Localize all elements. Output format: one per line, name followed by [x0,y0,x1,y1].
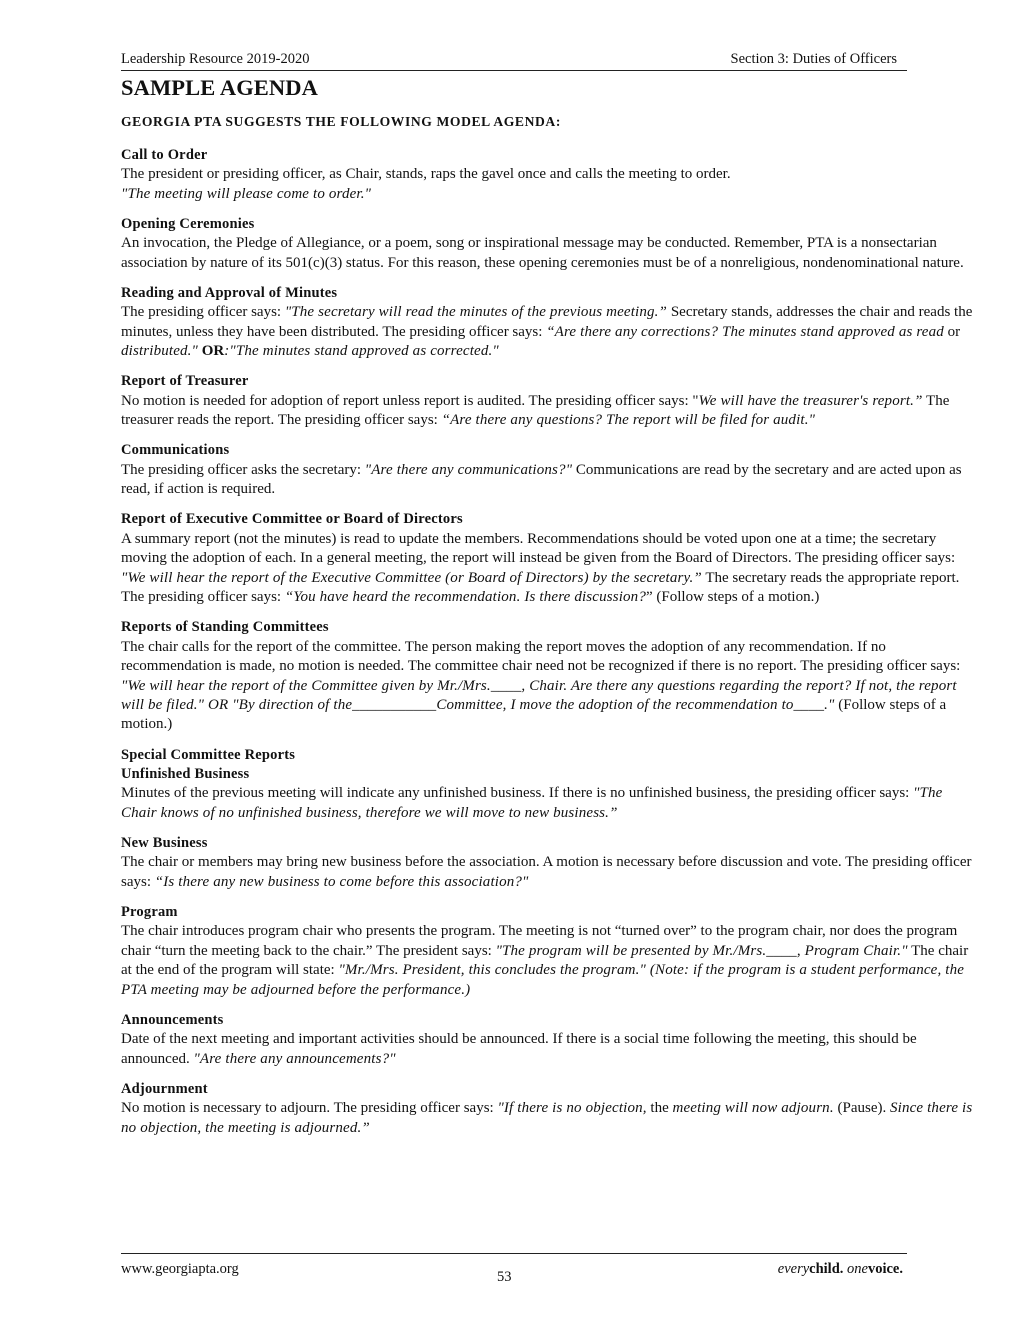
section-treasurer [121,372,981,430]
section-heading: Adjournment [121,1080,208,1097]
section-communications [121,441,981,499]
section-heading: Report of Executive Committee or Board of Directors [121,511,463,528]
section-unfinished-business [121,765,981,823]
section-standing-committees [121,618,981,734]
footer-slogan: everychild. onevoice. [777,1261,903,1277]
page-footer [121,1253,907,1294]
section-heading: Reading and Approval of Minutes [121,285,338,302]
page-header [121,50,907,71]
page-number: 53 [497,1269,512,1285]
section-text: No motion is needed for adoption of report unless report is audited. The presiding officer says: "We will have the treasurer's report.” The treasurer reads the report. The presiding officer says: “Are there any questions? The report will be filed for audit." [121,392,950,429]
header-left-text: Leadership Resource 2019-2020 [121,51,310,67]
section-heading: Reports of Standing Committees [121,619,329,636]
section-executive-committee [121,510,981,607]
page-title: SAMPLE AGENDA [121,75,318,100]
section-quote: "The meeting will please come to order." [121,185,372,202]
section-heading: Special Committee Reports [121,746,296,763]
section-program [121,903,981,1000]
section-text: The chair introduces program chair who presents the program. The meeting is not “turned over” to the program chair, nor does the program chair “turn the meeting back to the chair.” The president says: "The program will be presented by Mr./Mrs.____, Program Chair." The chair at the end of the program will state: "Mr./Mrs. President, this concludes the program." (Note: if the program is a student performance, the PTA meeting may be adjourned before the performance.) [121,923,969,998]
section-minutes [121,284,981,362]
section-heading: Communications [121,442,230,459]
page-content [121,74,981,1149]
section-heading: Program [121,903,178,920]
section-text: A summary report (not the minutes) is read to update the members. Recommendations should be voted upon one at a time; the secretary moving the adoption of each. In a general meeting, the report will instead be given from the Board of Directors. The presiding officer says: "We will hear the report of the Executive Committee (or Board of Directors) by the secretary.” The secretary reads the appropriate report. The presiding officer says: “You have heard the recommendation. Is there discussion?” (Follow steps of a motion.) [121,530,960,606]
section-text: The president or presiding officer, as Chair, stands, raps the gavel once and calls the meeting to order. "The meeting will please come to order." [121,166,731,202]
section-text: Date of the next meeting and important activities should be announced. If there is a social time following the meeting, this should be announced. "Are there any announcements?" [121,1031,917,1067]
section-text: The chair or members may bring new business before the association. A motion is necessary before discussion and vote. The presiding officer says: “Is there any new business to come before this association?" [121,854,972,890]
section-opening-ceremonies [121,215,981,273]
section-text: The chair calls for the report of the committee. The person making the report moves the adoption of any recommendation. If no recommendation is made, no motion is needed. The committee chair need not be recognized if there is no report. The presiding officer says: "We will hear the report of the Committee given by Mr./Mrs.____, Chair. Are there any questions regarding the report? If not, the report will be filed." OR "By direction of the___________Committee, I move the adoption of the recommendation to____." (Follow steps of a motion.) [121,638,961,733]
section-text: An invocation, the Pledge of Allegiance, or a poem, song or inspirational message may be conducted. Remember, PTA is a nonsectarian association by nature of its 501(c)(3) status. For this reason, these opening ceremonies must be of a nonreligious, nondenominational nature. [121,235,964,271]
section-heading: Report of Treasurer [121,373,249,390]
section-text: The presiding officer asks the secretary: "Are there any communications?" Communications are read by the secretary and are acted upon as read, if action is required. [121,461,962,498]
section-text: No motion is necessary to adjourn. The presiding officer says: "If there is no objection, the meeting will now adjourn. (Pause). Since there is no objection, the meeting is adjourned.” [121,1100,973,1136]
section-new-business [121,834,981,892]
section-text: The presiding officer says: "The secretary will read the minutes of the previous meeting.” Secretary stands, addresses the chair and reads the minutes, unless they have been distributed. The presiding officer says: “Are there any corrections? The minutes stand approved as read or distributed." OR:"The minutes stand approved as corrected." [121,304,973,360]
footer-website: www.georgiapta.org [121,1261,239,1277]
section-heading: Announcements [121,1011,224,1028]
section-heading: New Business [121,834,208,851]
section-text: Minutes of the previous meeting will indicate any unfinished business. If there is no unfinished business, the presiding officer says: "The Chair knows of no unfinished business, therefore we will move to new business.” [121,785,943,821]
section-heading: Call to Order [121,147,208,163]
section-special-committee [121,746,981,765]
section-announcements [121,1011,981,1069]
section-heading: Unfinished Business [121,765,250,782]
section-call-to-order [121,146,981,204]
section-adjournment [121,1080,981,1138]
header-right-text: Section 3: Duties of Officers [730,51,897,67]
section-heading: Opening Ceremonies [121,216,255,233]
page-subtitle: GEORGIA PTA SUGGESTS THE FOLLOWING MODEL AGENDA: [121,114,561,129]
